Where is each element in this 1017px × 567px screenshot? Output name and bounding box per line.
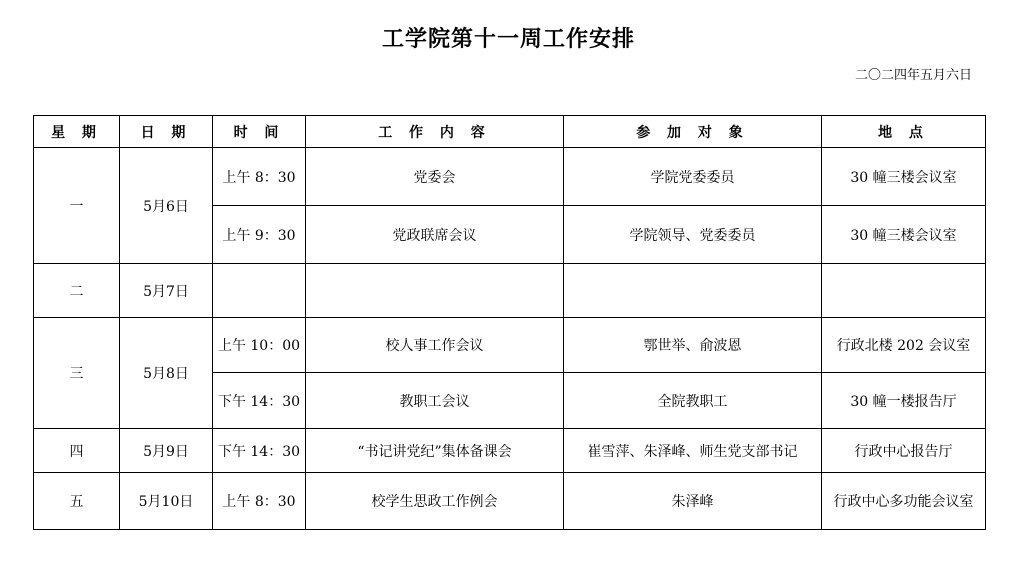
content-cell: 教职工会议 [306, 373, 564, 429]
table-row [34, 148, 986, 206]
time-cell: 上午 8：30 [213, 148, 306, 206]
participants-cell: 学院领导、党委委员 [564, 206, 822, 264]
weekday-cell: 二 [34, 264, 120, 318]
content-cell [306, 264, 564, 318]
header-row [34, 116, 986, 148]
participants-cell: 全院教职工 [564, 373, 822, 429]
time-cell: 上午 9：30 [213, 206, 306, 264]
location-cell: 30 幢三楼会议室 [822, 206, 986, 264]
content-cell: “书记讲党纪”集体备课会 [306, 429, 564, 473]
table-row [34, 264, 986, 318]
location-cell: 30 幢三楼会议室 [822, 148, 986, 206]
time-cell: 上午 10：00 [213, 318, 306, 373]
document-date: 二〇二四年五月六日 [854, 68, 972, 83]
location-cell [822, 264, 986, 318]
table-row [34, 473, 986, 530]
time-cell: 下午 14：30 [213, 429, 306, 473]
participants-cell [564, 264, 822, 318]
content-cell: 校人事工作会议 [306, 318, 564, 373]
weekday-cell: 五 [34, 473, 120, 530]
date-cell: 5月10日 [120, 473, 213, 530]
participants-cell: 学院党委委员 [564, 148, 822, 206]
content-cell: 党委会 [306, 148, 564, 206]
location-cell: 30 幢一楼报告厅 [822, 373, 986, 429]
header-participants: 参 加 对 象 [564, 116, 822, 148]
header-time: 时 间 [213, 116, 306, 148]
header-content: 工 作 内 容 [306, 116, 564, 148]
location-cell: 行政北楼 202 会议室 [822, 318, 986, 373]
header-location: 地 点 [822, 116, 986, 148]
location-cell: 行政中心多功能会议室 [822, 473, 986, 530]
weekday-cell: 三 [34, 318, 120, 429]
time-cell [213, 264, 306, 318]
content-cell: 党政联席会议 [306, 206, 564, 264]
content-cell: 校学生思政工作例会 [306, 473, 564, 530]
time-cell: 上午 8：30 [213, 473, 306, 530]
participants-cell: 朱泽峰 [564, 473, 822, 530]
table-row [34, 429, 986, 473]
participants-cell: 鄂世举、俞波恩 [564, 318, 822, 373]
date-cell: 5月8日 [120, 318, 213, 429]
location-cell: 行政中心报告厅 [822, 429, 986, 473]
table-row [34, 318, 986, 373]
page-title: 工学院第十一周工作安排 [381, 27, 635, 52]
date-cell: 5月6日 [120, 148, 213, 264]
header-weekday: 星 期 [34, 116, 120, 148]
participants-cell: 崔雪萍、朱泽峰、师生党支部书记 [564, 429, 822, 473]
header-date: 日 期 [120, 116, 213, 148]
schedule-table [33, 115, 986, 530]
weekday-cell: 四 [34, 429, 120, 473]
date-cell: 5月7日 [120, 264, 213, 318]
weekday-cell: 一 [34, 148, 120, 264]
time-cell: 下午 14：30 [213, 373, 306, 429]
date-cell: 5月9日 [120, 429, 213, 473]
